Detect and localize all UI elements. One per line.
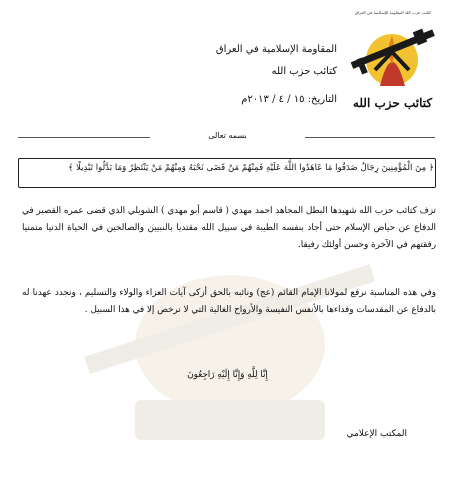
date-line: التاريخ: ١٥ / ٤ / ٢٠١٣م (241, 94, 337, 105)
logo-top-text: كتائب حزب الله المقاومة الإسلامية في العراق (354, 10, 432, 15)
closing-verse: إِنَّا لِلَّهِ وَإِنَّا إِلَيْهِ رَاجِعُونَ (187, 370, 268, 380)
org-line: المقاومة الإسلامية في العراق (215, 44, 337, 55)
paragraph-announcement: تزف كتائب حزب الله شهيدها البطل المجاهد احمد مهدي ( قاسم أبو مهدي ) الشويلي الذي قضى عمره القصير في الدفاع عن حياض الإسلام حتى أجاد بنفسه الطيبة في سبيل الله مقتديا بالنبيين والصالحين في الحياة الدنيا متمنيا رفقتهم في الآخرة وحسن أولئك رفيقا. (22, 206, 436, 250)
right-divider (305, 137, 435, 138)
brigade-line: كتائب حزب الله (271, 66, 337, 77)
paragraph-condolence: وفي هذه المناسبة نرفع لمولانا الإمام القائم (عج) ونائبه بالحق أزكى آيات العزاء والولاء والتسليم ، ونجدد عهدنا له بالدفاع عن المقدسات وفداءها بالأنفس النفيسة والأرواح الغالية التي لا نرخص إلا في هذا السبيل . (22, 288, 436, 315)
media-office-signature: المكتب الإعلامي (346, 429, 407, 439)
left-divider (18, 137, 150, 138)
quran-verse: ﴿ مِنَ الْمُؤْمِنِينَ رِجَالٌ صَدَقُوا مَا عَاهَدُوا اللَّهَ عَلَيْهِ فَمِنْهُمْ مَنْ قَضَى نَحْبَهُ وَمِنْهُمْ مَنْ يَنْتَظِرُ وَمَا بَدَّلُوا تَبْدِيلًا ﴾ (68, 163, 434, 173)
logo-caption: كتائب حزب الله (352, 96, 433, 110)
basmala: بسمه تعالى (150, 131, 305, 140)
